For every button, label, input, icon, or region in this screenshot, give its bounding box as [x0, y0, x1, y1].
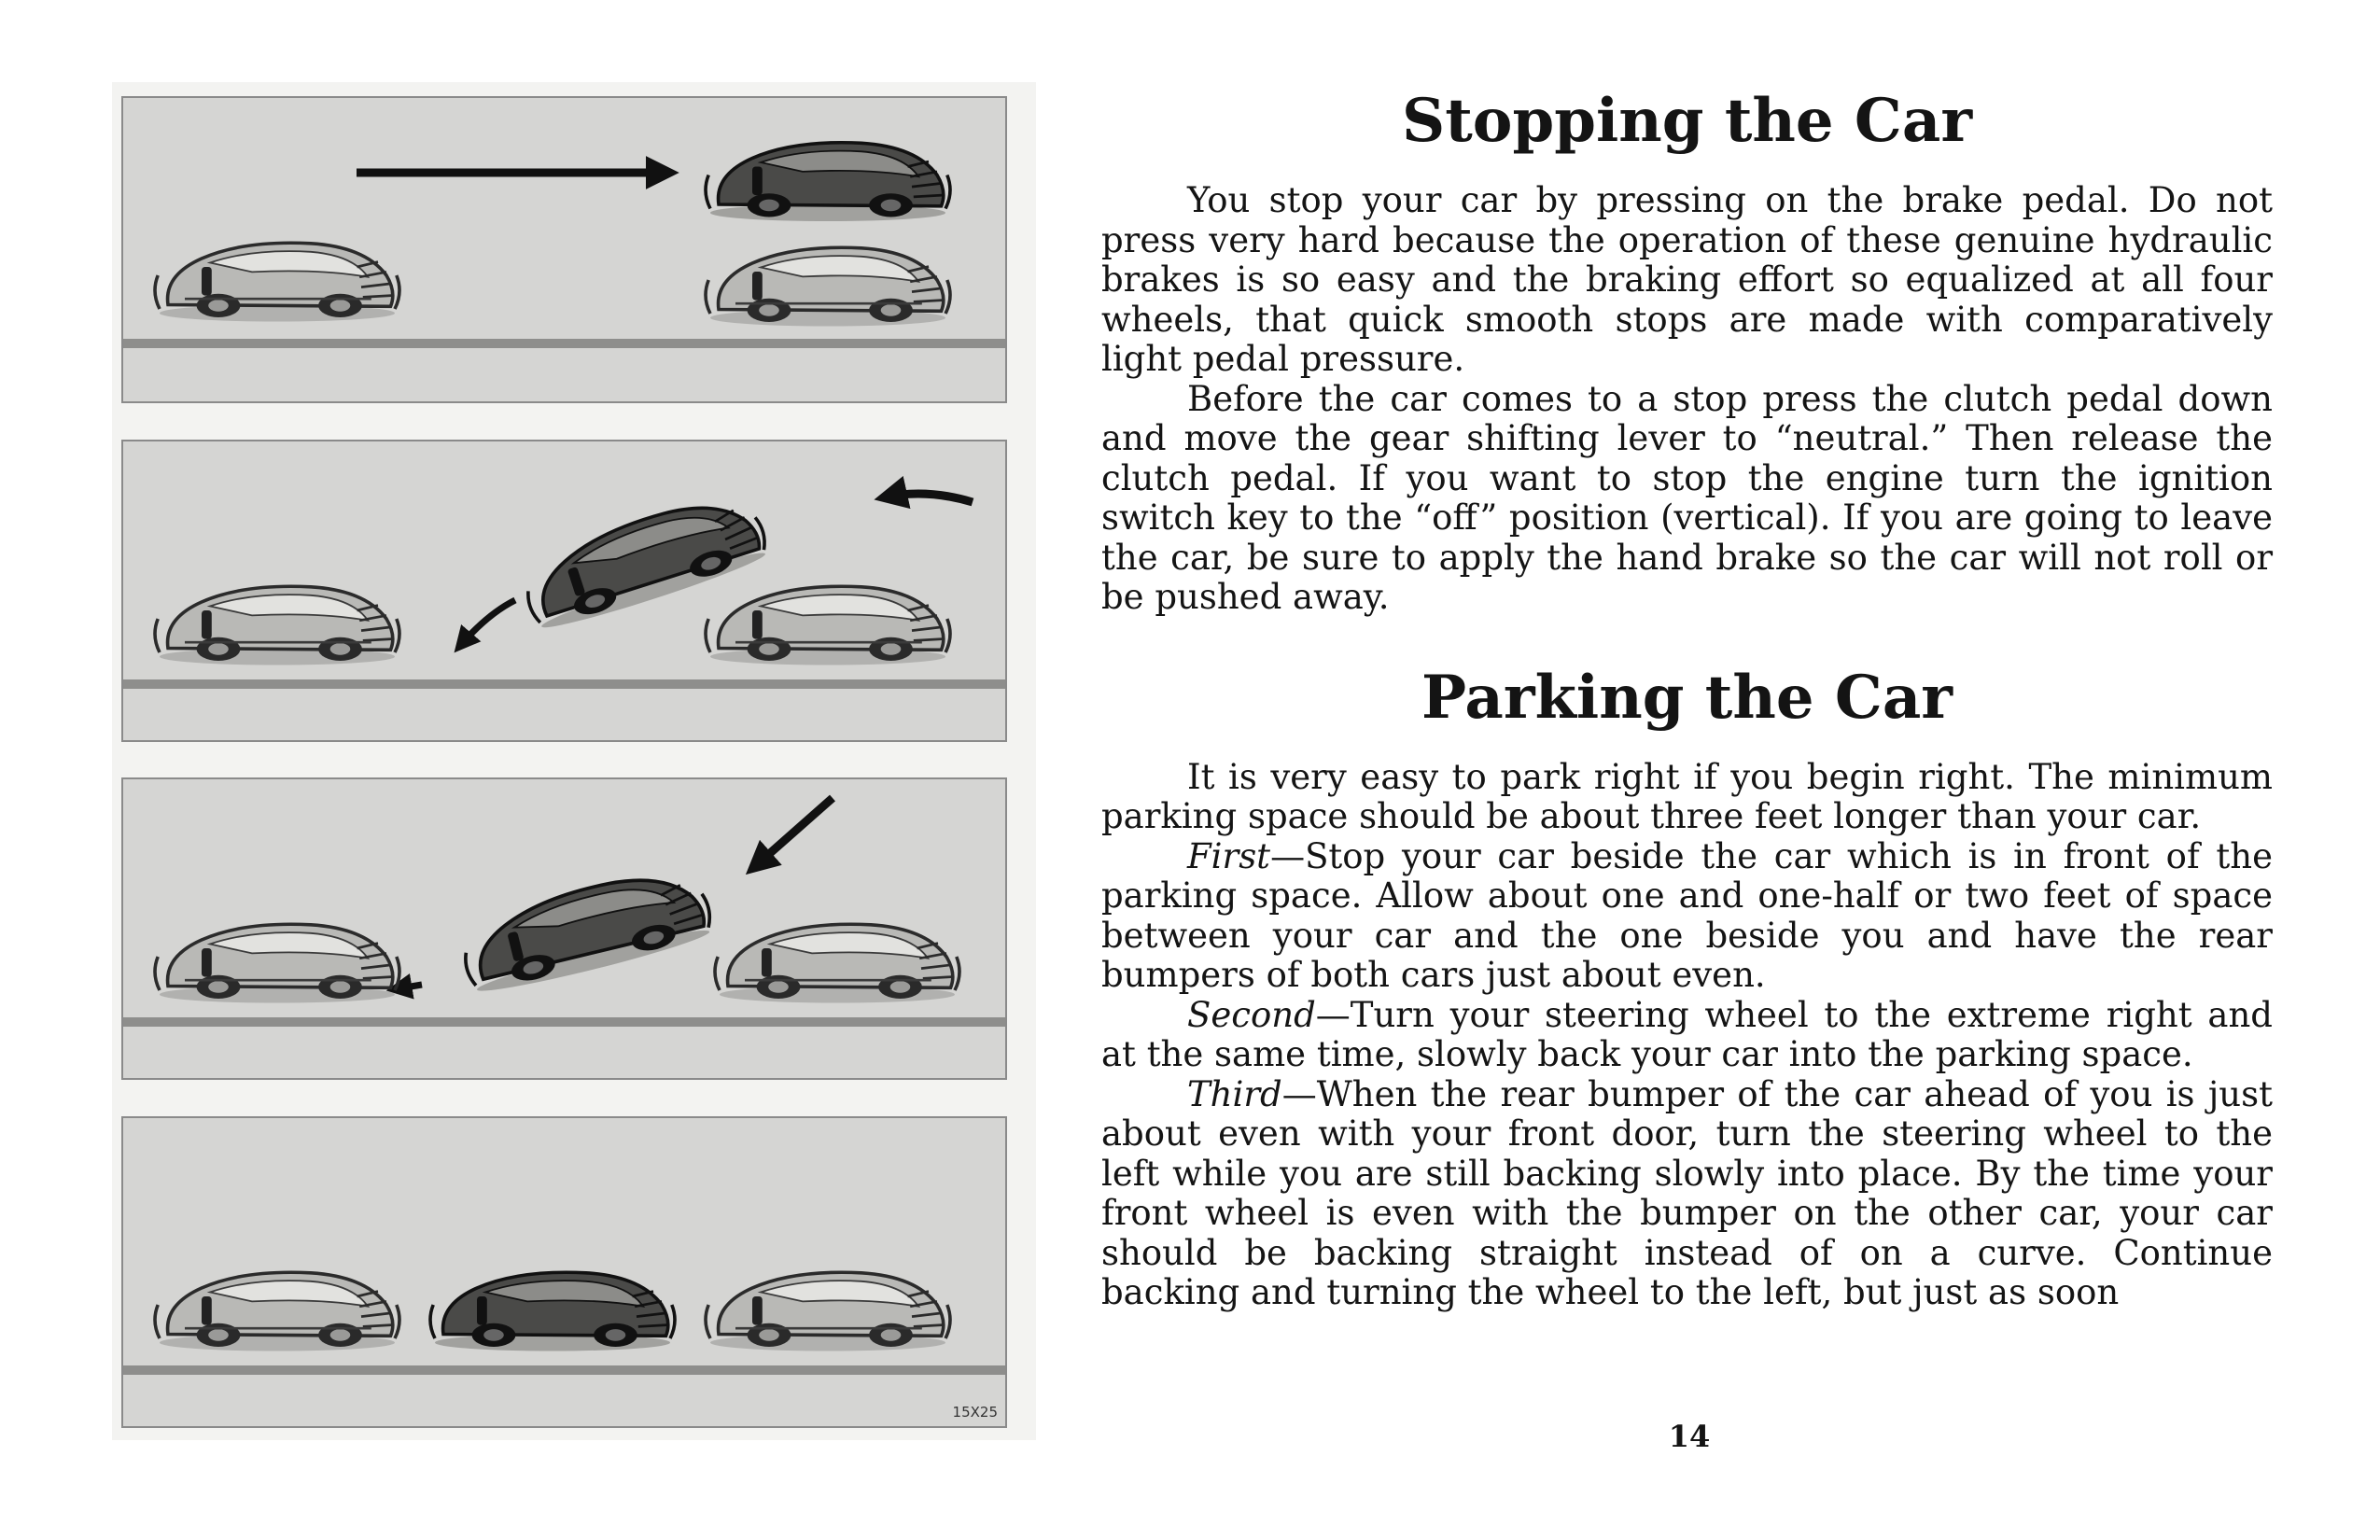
- parking-step-second: [1101, 996, 2273, 1075]
- text-column: [1101, 84, 2273, 1313]
- panel-back-in: [121, 440, 1007, 742]
- section-parking: [1101, 661, 2273, 1313]
- driver-car: [706, 143, 950, 221]
- stopping-paragraph-1: You stop your car by pressing on the brake pedal. Do not press very hard because the operation of these genuine hydraulic brakes is so easy and the braking effort so equalized at all four wheels, that quick smooth stops are made with comparatively light pedal pressure.: [1101, 180, 2273, 379]
- parked-car-rear: [155, 1272, 399, 1351]
- panel-straighten-drawing: [123, 779, 1005, 1078]
- backing-arrow-top: [884, 494, 973, 502]
- backing-arrow-bottom: [459, 600, 515, 647]
- driver-car: [455, 861, 717, 1000]
- panel-back-in-drawing: [123, 441, 1005, 740]
- step-text-third: —When the rear bumper of the car ahead of you is just about even with your front door, turn the steering wheel to the left while you are still backing slowly into place. By the time your front wheel is even with the bumper on the other car, your car should be backing straight instead of on a curve. Continue backing and turning the wheel to the left, but just as soon: [1101, 1073, 2273, 1312]
- stopping-paragraph-2: Before the car comes to a stop press the clutch pedal down and move the gear shifting lever to “neutral.” Then release the clutch pedal. If you want to stop the engine turn the ignition switch key to the “off” position (vertical). If you are going to leave the car, be sure to apply the hand brake so the car will not roll or be pushed away.: [1101, 378, 2273, 617]
- plate-id: 15X25: [952, 1404, 998, 1421]
- backing-arrow-top: [753, 798, 833, 868]
- step-text-second: —Turn your steering wheel to the extreme right and at the same time, slowly back your car into the parking space.: [1101, 994, 2273, 1074]
- parked-car-rear: [155, 586, 399, 665]
- step-label-third: Third: [1187, 1073, 1282, 1114]
- parked-car-rear: [155, 924, 399, 1002]
- parking-step-first: [1101, 837, 2273, 996]
- parked-car-front: [715, 924, 959, 1002]
- parked-car-front: [706, 247, 950, 326]
- parking-title: Parking the Car: [1421, 662, 1953, 733]
- panel-parked-drawing: [123, 1118, 1005, 1426]
- page-number: 14: [1668, 1419, 1711, 1454]
- stopping-title: Stopping the Car: [1401, 86, 1973, 156]
- panel-approach-drawing: [123, 98, 1005, 401]
- panel-straighten: [121, 777, 1007, 1080]
- panel-parked: [121, 1116, 1007, 1428]
- parked-car-front: [706, 586, 950, 665]
- panel-approach: [121, 96, 1007, 403]
- driver-car: [430, 1272, 675, 1351]
- parked-car-rear: [155, 243, 399, 321]
- step-label-first: First: [1187, 835, 1271, 876]
- parking-step-third: [1101, 1075, 2273, 1313]
- parking-paragraph-intro: It is very easy to park right if you begin right. The minimum parking space should be about three feet longer than your car.: [1101, 756, 2273, 836]
- step-text-first: —Stop your car beside the car which is in front of the parking space. Allow about one and one-half or two feet of space between your car and the one beside you and have the rear bumpers of both cars just about even.: [1101, 835, 2273, 995]
- parked-car-front: [706, 1272, 950, 1351]
- section-stopping: [1101, 84, 2273, 618]
- step-label-second: Second: [1187, 994, 1316, 1035]
- parking-illustration: [112, 82, 1036, 1440]
